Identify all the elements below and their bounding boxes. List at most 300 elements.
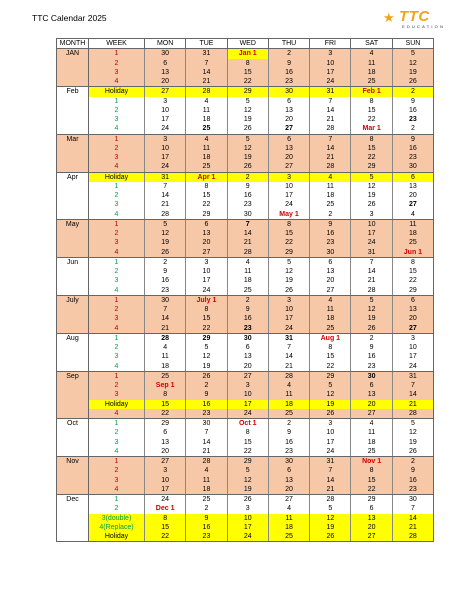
day-cell: 23 xyxy=(268,77,309,87)
week-label: 4 xyxy=(89,447,145,457)
month-label xyxy=(57,276,89,285)
day-cell: 18 xyxy=(227,276,268,285)
day-cell: 4 xyxy=(351,419,392,429)
day-cell: 24 xyxy=(268,324,309,334)
day-cell: 18 xyxy=(186,115,227,124)
day-cell: 16 xyxy=(392,106,433,115)
day-cell: 26 xyxy=(310,532,351,542)
day-cell: 27 xyxy=(145,87,186,97)
day-cell: 19 xyxy=(145,238,186,247)
day-cell: 18 xyxy=(310,191,351,200)
day-cell: 9 xyxy=(351,343,392,352)
day-cell: 30 xyxy=(392,495,433,505)
table-row xyxy=(57,200,434,209)
day-cell: 21 xyxy=(392,400,433,409)
day-cell: 25 xyxy=(268,532,309,542)
day-cell: 22 xyxy=(268,238,309,247)
day-cell: 21 xyxy=(186,77,227,87)
day-cell: Feb 1 xyxy=(351,87,392,97)
day-cell: Sep 1 xyxy=(145,381,186,390)
week-label: 2 xyxy=(89,229,145,238)
day-cell: 9 xyxy=(392,97,433,106)
day-cell: 18 xyxy=(268,400,309,409)
day-cell: 11 xyxy=(186,476,227,485)
month-label xyxy=(57,182,89,191)
day-cell: 24 xyxy=(227,532,268,542)
day-cell: 22 xyxy=(227,447,268,457)
day-cell: 20 xyxy=(268,485,309,495)
day-cell: 27 xyxy=(310,286,351,296)
week-label: 3 xyxy=(89,153,145,162)
week-label: 2 xyxy=(89,504,145,513)
week-label: 1 xyxy=(89,97,145,106)
day-cell: 2 xyxy=(268,49,309,59)
month-label: Oct xyxy=(57,419,89,429)
table-row xyxy=(57,495,434,505)
day-cell: 22 xyxy=(351,485,392,495)
week-label: 3 xyxy=(89,68,145,77)
table-row xyxy=(57,219,434,229)
day-cell: 20 xyxy=(268,115,309,124)
day-cell: 20 xyxy=(310,276,351,285)
logo-wordmark: TTC xyxy=(399,8,430,25)
day-cell: 14 xyxy=(145,191,186,200)
week-label: 2 xyxy=(89,466,145,475)
week-label: 1 xyxy=(89,219,145,229)
month-label xyxy=(57,229,89,238)
day-cell: 4 xyxy=(351,49,392,59)
day-cell: 25 xyxy=(392,238,433,247)
day-cell: 7 xyxy=(392,504,433,513)
week-label: 2 xyxy=(89,191,145,200)
header-week: WEEK xyxy=(89,39,145,49)
day-cell: 29 xyxy=(145,419,186,429)
day-cell: 16 xyxy=(186,400,227,409)
day-cell: 31 xyxy=(268,333,309,343)
header-row xyxy=(57,39,434,49)
day-cell: 27 xyxy=(145,457,186,467)
day-cell: 7 xyxy=(392,381,433,390)
day-cell: 28 xyxy=(268,371,309,381)
table-row xyxy=(57,191,434,200)
day-cell: 8 xyxy=(268,219,309,229)
day-cell: 4 xyxy=(310,172,351,182)
day-cell: 16 xyxy=(268,68,309,77)
month-label xyxy=(57,115,89,124)
day-cell: 7 xyxy=(227,219,268,229)
day-cell: 13 xyxy=(268,144,309,153)
day-cell: 2 xyxy=(186,381,227,390)
day-cell: 30 xyxy=(145,49,186,59)
month-label: Jun xyxy=(57,257,89,267)
day-cell: 15 xyxy=(351,106,392,115)
week-label: 4(Replace) xyxy=(89,523,145,532)
day-cell: 5 xyxy=(351,172,392,182)
day-cell: 11 xyxy=(310,305,351,314)
week-label: Holiday xyxy=(89,87,145,97)
week-label: 1 xyxy=(89,457,145,467)
day-cell: 28 xyxy=(145,333,186,343)
month-label xyxy=(57,210,89,220)
day-cell: 2 xyxy=(145,257,186,267)
day-cell: 15 xyxy=(145,523,186,532)
day-cell: 15 xyxy=(392,267,433,276)
day-cell: Jan 1 xyxy=(227,49,268,59)
day-cell: 27 xyxy=(392,200,433,209)
day-cell: 10 xyxy=(227,514,268,523)
table-row xyxy=(57,295,434,305)
day-cell: 25 xyxy=(227,286,268,296)
day-cell: 30 xyxy=(310,248,351,258)
header-sun: SUN xyxy=(392,39,433,49)
table-row xyxy=(57,286,434,296)
calendar-body xyxy=(57,49,434,542)
week-label: Holiday xyxy=(89,400,145,409)
day-cell: 14 xyxy=(268,352,309,361)
day-cell: 9 xyxy=(392,466,433,475)
day-cell: 13 xyxy=(310,267,351,276)
month-label xyxy=(57,466,89,475)
day-cell: 7 xyxy=(310,134,351,144)
day-cell: 12 xyxy=(268,267,309,276)
day-cell: 7 xyxy=(145,305,186,314)
day-cell: 29 xyxy=(227,457,268,467)
month-label xyxy=(57,381,89,390)
day-cell: 3 xyxy=(351,210,392,220)
day-cell: 18 xyxy=(310,314,351,323)
day-cell: 19 xyxy=(392,438,433,447)
day-cell: 7 xyxy=(186,59,227,68)
week-label: 3 xyxy=(89,476,145,485)
day-cell: 13 xyxy=(227,352,268,361)
day-cell: 12 xyxy=(227,144,268,153)
day-cell: 4 xyxy=(186,134,227,144)
day-cell: 28 xyxy=(392,409,433,419)
day-cell: 21 xyxy=(351,276,392,285)
day-cell: 23 xyxy=(392,485,433,495)
day-cell: 17 xyxy=(227,523,268,532)
day-cell: 16 xyxy=(186,523,227,532)
table-row xyxy=(57,68,434,77)
week-label: 1 xyxy=(89,257,145,267)
day-cell: 16 xyxy=(227,314,268,323)
month-label: Dec xyxy=(57,495,89,505)
table-row xyxy=(57,409,434,419)
day-cell: 13 xyxy=(392,305,433,314)
day-cell: 23 xyxy=(268,447,309,457)
day-cell: 8 xyxy=(227,428,268,437)
day-cell: 31 xyxy=(310,457,351,467)
day-cell: 27 xyxy=(227,371,268,381)
day-cell: 9 xyxy=(268,59,309,68)
day-cell: 23 xyxy=(392,115,433,124)
day-cell: 15 xyxy=(145,400,186,409)
day-cell: 28 xyxy=(227,248,268,258)
day-cell: 15 xyxy=(351,144,392,153)
day-cell: 2 xyxy=(351,333,392,343)
day-cell: 17 xyxy=(392,352,433,361)
day-cell: 5 xyxy=(310,381,351,390)
day-cell: 19 xyxy=(227,153,268,162)
day-cell: 5 xyxy=(268,257,309,267)
day-cell: 9 xyxy=(392,134,433,144)
week-label: 1 xyxy=(89,49,145,59)
day-cell: 9 xyxy=(186,390,227,399)
month-label xyxy=(57,324,89,334)
day-cell: 19 xyxy=(227,115,268,124)
day-cell: 27 xyxy=(268,124,309,134)
day-cell: 4 xyxy=(186,97,227,106)
table-row xyxy=(57,144,434,153)
day-cell: 21 xyxy=(310,485,351,495)
day-cell: 19 xyxy=(186,362,227,372)
month-label xyxy=(57,343,89,352)
day-cell: 9 xyxy=(310,219,351,229)
table-row xyxy=(57,238,434,247)
day-cell: 17 xyxy=(310,68,351,77)
day-cell: 2 xyxy=(227,295,268,305)
month-label xyxy=(57,153,89,162)
day-cell: 23 xyxy=(227,200,268,209)
day-cell: 10 xyxy=(186,267,227,276)
month-label: Mar xyxy=(57,134,89,144)
day-cell: 8 xyxy=(186,305,227,314)
table-row xyxy=(57,333,434,343)
day-cell: 17 xyxy=(186,276,227,285)
day-cell: 28 xyxy=(186,87,227,97)
day-cell: 2 xyxy=(392,124,433,134)
month-label xyxy=(57,68,89,77)
day-cell: 19 xyxy=(351,191,392,200)
day-cell: 8 xyxy=(310,343,351,352)
day-cell: 30 xyxy=(145,295,186,305)
day-cell: 20 xyxy=(268,153,309,162)
month-label xyxy=(57,523,89,532)
calendar-table xyxy=(56,38,434,542)
day-cell: 18 xyxy=(351,68,392,77)
day-cell: 14 xyxy=(310,476,351,485)
table-row xyxy=(57,362,434,372)
month-label: JAN xyxy=(57,49,89,59)
day-cell: 2 xyxy=(392,457,433,467)
day-cell: Dec 1 xyxy=(145,504,186,513)
day-cell: 21 xyxy=(310,153,351,162)
day-cell: 10 xyxy=(392,343,433,352)
day-cell: 26 xyxy=(227,495,268,505)
day-cell: 11 xyxy=(227,267,268,276)
day-cell: 3 xyxy=(268,295,309,305)
header-tue: TUE xyxy=(186,39,227,49)
table-row xyxy=(57,97,434,106)
day-cell: Oct 1 xyxy=(227,419,268,429)
month-label xyxy=(57,248,89,258)
day-cell: 12 xyxy=(310,390,351,399)
week-label: 4 xyxy=(89,324,145,334)
week-label: 1 xyxy=(89,295,145,305)
day-cell: 14 xyxy=(186,438,227,447)
page-title: TTC Calendar 2025 xyxy=(32,13,107,23)
month-label xyxy=(57,485,89,495)
day-cell: 23 xyxy=(392,153,433,162)
month-label xyxy=(57,532,89,542)
day-cell: 9 xyxy=(145,267,186,276)
day-cell: 24 xyxy=(310,447,351,457)
day-cell: 22 xyxy=(145,532,186,542)
day-cell: 21 xyxy=(145,200,186,209)
day-cell: 22 xyxy=(392,276,433,285)
day-cell: 4 xyxy=(310,295,351,305)
table-row xyxy=(57,49,434,59)
day-cell: 29 xyxy=(310,371,351,381)
month-label: Aug xyxy=(57,333,89,343)
day-cell: 9 xyxy=(227,305,268,314)
week-label: 1 xyxy=(89,419,145,429)
month-label: Apr xyxy=(57,172,89,182)
day-cell: 21 xyxy=(392,523,433,532)
day-cell: 12 xyxy=(145,229,186,238)
day-cell: 24 xyxy=(145,124,186,134)
week-label: 2 xyxy=(89,59,145,68)
day-cell: 3 xyxy=(145,97,186,106)
table-row xyxy=(57,172,434,182)
day-cell: 12 xyxy=(227,476,268,485)
day-cell: 14 xyxy=(186,68,227,77)
day-cell: 28 xyxy=(351,286,392,296)
month-label xyxy=(57,200,89,209)
table-row xyxy=(57,182,434,191)
table-row xyxy=(57,532,434,542)
day-cell: 20 xyxy=(351,400,392,409)
table-row xyxy=(57,514,434,523)
table-row xyxy=(57,162,434,172)
day-cell: 11 xyxy=(268,514,309,523)
day-cell: 18 xyxy=(392,229,433,238)
day-cell: 29 xyxy=(351,495,392,505)
day-cell: 5 xyxy=(227,97,268,106)
day-cell: 6 xyxy=(145,428,186,437)
month-label: Sep xyxy=(57,371,89,381)
day-cell: 3 xyxy=(186,257,227,267)
day-cell: 25 xyxy=(268,409,309,419)
day-cell: 22 xyxy=(186,324,227,334)
table-row xyxy=(57,210,434,220)
month-label xyxy=(57,390,89,399)
day-cell: 16 xyxy=(392,476,433,485)
day-cell: 14 xyxy=(310,144,351,153)
day-cell: 6 xyxy=(227,343,268,352)
day-cell: 31 xyxy=(351,248,392,258)
header-thu: THU xyxy=(268,39,309,49)
day-cell: Jun 1 xyxy=(392,248,433,258)
header-mon: MON xyxy=(145,39,186,49)
month-label xyxy=(57,286,89,296)
day-cell: 6 xyxy=(392,172,433,182)
day-cell: 23 xyxy=(351,362,392,372)
day-cell: 3 xyxy=(392,333,433,343)
day-cell: 9 xyxy=(227,182,268,191)
week-label: Holiday xyxy=(89,532,145,542)
day-cell: 24 xyxy=(392,362,433,372)
day-cell: 23 xyxy=(186,409,227,419)
week-label: 1 xyxy=(89,182,145,191)
table-row xyxy=(57,115,434,124)
day-cell: 3 xyxy=(268,172,309,182)
day-cell: 12 xyxy=(310,514,351,523)
table-row xyxy=(57,343,434,352)
month-label xyxy=(57,476,89,485)
day-cell: 26 xyxy=(392,77,433,87)
day-cell: 5 xyxy=(351,295,392,305)
day-cell: 24 xyxy=(145,495,186,505)
day-cell: 26 xyxy=(392,447,433,457)
table-row xyxy=(57,419,434,429)
table-row xyxy=(57,124,434,134)
day-cell: 17 xyxy=(351,229,392,238)
day-cell: 4 xyxy=(145,343,186,352)
day-cell: 15 xyxy=(186,191,227,200)
day-cell: 6 xyxy=(268,466,309,475)
day-cell: 11 xyxy=(145,352,186,361)
week-label: 4 xyxy=(89,286,145,296)
week-label: 3(double) xyxy=(89,514,145,523)
day-cell: 7 xyxy=(351,257,392,267)
table-row xyxy=(57,106,434,115)
month-label xyxy=(57,438,89,447)
week-label: 3 xyxy=(89,200,145,209)
day-cell: 10 xyxy=(227,390,268,399)
table-row xyxy=(57,466,434,475)
day-cell: 14 xyxy=(351,267,392,276)
day-cell: Aug 1 xyxy=(310,333,351,343)
month-label xyxy=(57,400,89,409)
week-label: Holiday xyxy=(89,172,145,182)
day-cell: 9 xyxy=(268,428,309,437)
month-label xyxy=(57,124,89,134)
month-label xyxy=(57,428,89,437)
week-label: 1 xyxy=(89,134,145,144)
table-row xyxy=(57,476,434,485)
month-label xyxy=(57,267,89,276)
day-cell: 5 xyxy=(392,419,433,429)
day-cell: 13 xyxy=(268,106,309,115)
day-cell: 22 xyxy=(351,153,392,162)
day-cell: 4 xyxy=(268,504,309,513)
day-cell: 17 xyxy=(268,191,309,200)
table-row xyxy=(57,257,434,267)
day-cell: 18 xyxy=(351,438,392,447)
day-cell: 22 xyxy=(310,362,351,372)
month-label xyxy=(57,97,89,106)
day-cell: 28 xyxy=(310,124,351,134)
week-label: 3 xyxy=(89,352,145,361)
month-label xyxy=(57,77,89,87)
day-cell: 19 xyxy=(268,276,309,285)
day-cell: July 1 xyxy=(186,295,227,305)
week-label: 4 xyxy=(89,124,145,134)
month-label: May xyxy=(57,219,89,229)
day-cell: 6 xyxy=(268,97,309,106)
header-sat: SAT xyxy=(351,39,392,49)
day-cell: 30 xyxy=(268,457,309,467)
day-cell: 20 xyxy=(186,238,227,247)
day-cell: 19 xyxy=(310,523,351,532)
day-cell: 27 xyxy=(186,248,227,258)
day-cell: 13 xyxy=(268,476,309,485)
week-label: 4 xyxy=(89,485,145,495)
day-cell: 10 xyxy=(145,106,186,115)
day-cell: 18 xyxy=(186,153,227,162)
day-cell: 6 xyxy=(351,504,392,513)
